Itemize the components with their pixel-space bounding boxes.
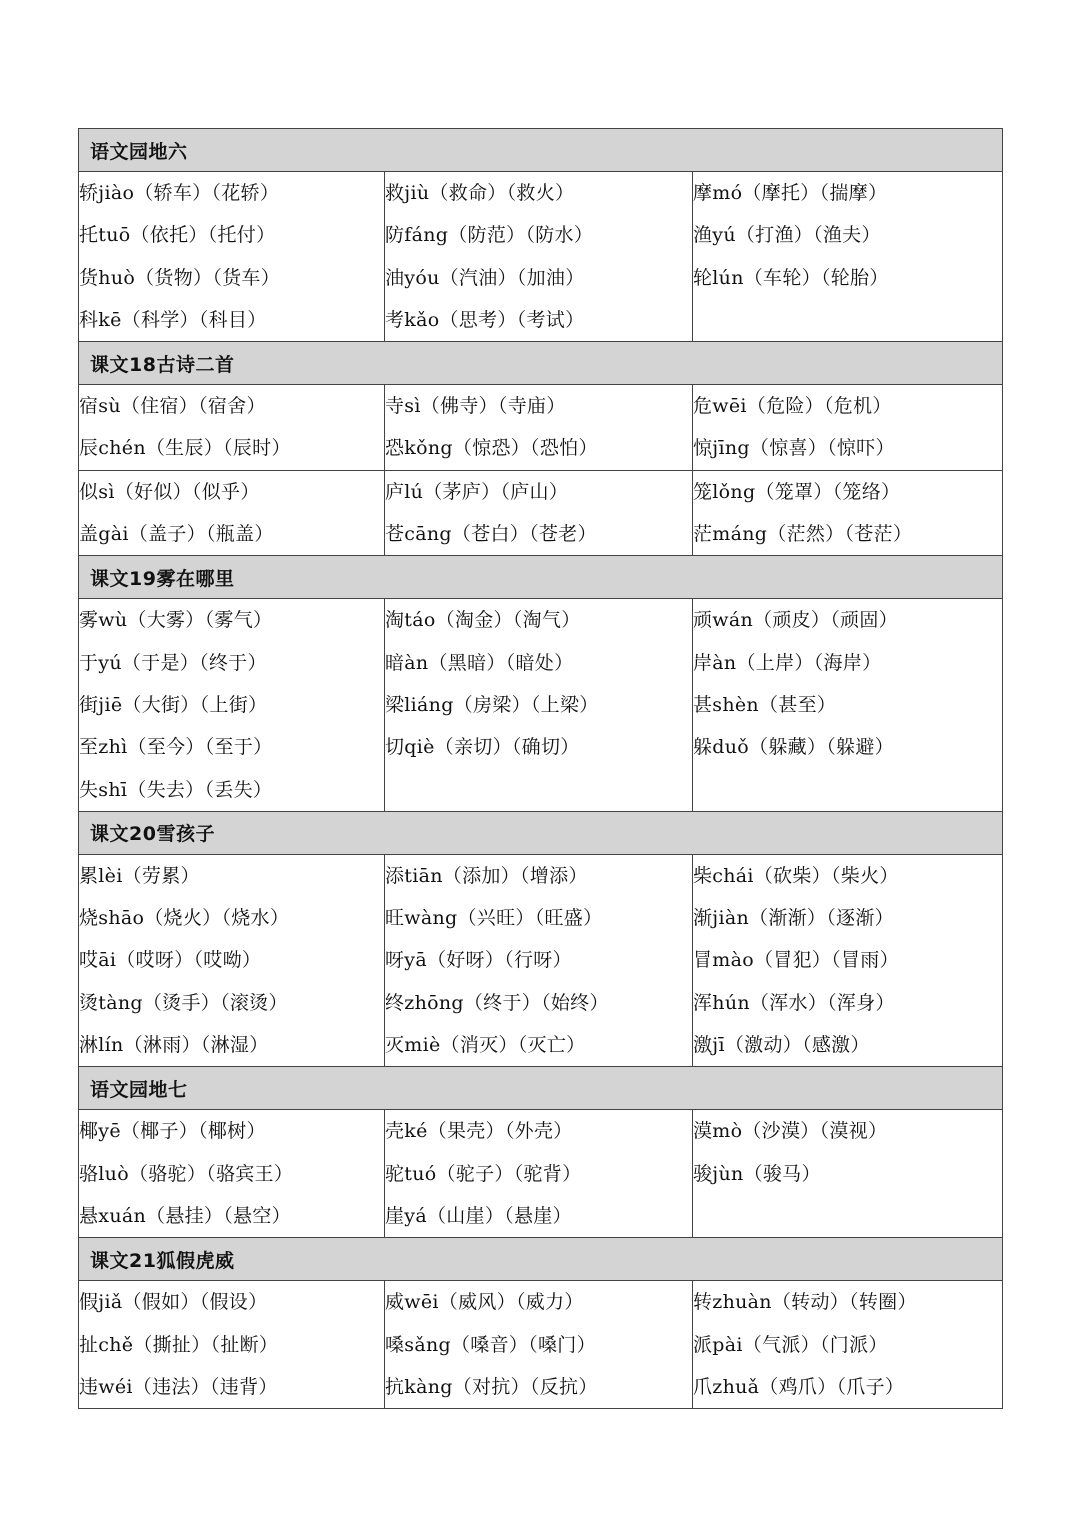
vocab-entry: 漠mò（沙漠）（漠视） — [693, 1120, 888, 1143]
vocab-entry: 躲duǒ（躲藏）（躲避） — [693, 736, 894, 759]
vocab-entry: 危wēi（危险）（危机） — [693, 395, 892, 418]
vocab-entry: 烫tàng（烫手）（滚烫） — [79, 991, 288, 1014]
vocab-entry: 庐lú（茅庐）（庐山） — [385, 480, 569, 503]
vocab-entry: 苍cāng（苍白）（苍老） — [385, 523, 597, 546]
vocab-entry: 考kǎo（思考）（考试） — [385, 308, 585, 331]
word-row — [79, 470, 1003, 556]
vocab-entry: 柴chái（砍柴）（柴火） — [693, 864, 899, 887]
vocab-entry: 茫máng（茫然）（苍茫） — [693, 523, 913, 546]
vocab-entry: 威wēi（威风）（威力） — [385, 1291, 584, 1314]
word-row — [79, 599, 1003, 812]
vocab-entry: 旺wàng（兴旺）（旺盛） — [385, 907, 603, 930]
vocab-entry: 淘táo（淘金）（淘气） — [385, 609, 581, 632]
word-cell — [79, 854, 385, 1067]
section-title: 课文19雾在哪里 — [79, 556, 1003, 599]
word-row — [79, 1110, 1003, 1238]
word-cell — [79, 1110, 385, 1238]
word-cell — [385, 172, 693, 342]
vocab-entry: 派pài（气派）（门派） — [693, 1333, 888, 1356]
vocab-entry: 恐kǒng（惊恐）（恐怕） — [385, 437, 598, 460]
word-cell — [385, 854, 693, 1067]
vocab-entry: 岸àn（上岸）（海岸） — [693, 651, 882, 674]
vocab-entry: 悬xuán（悬挂）（悬空） — [79, 1204, 291, 1227]
section-title: 课文21狐假虎威 — [79, 1238, 1003, 1281]
word-cell — [385, 470, 693, 556]
vocab-entry: 扯chě（撕扯）（扯断） — [79, 1333, 279, 1356]
vocab-entry: 暗àn（黑暗）（暗处） — [385, 651, 574, 674]
vocab-entry: 灭miè（消灭）（灭亡） — [385, 1034, 586, 1057]
section-title: 课文18古诗二首 — [79, 342, 1003, 385]
vocab-entry: 盖gài（盖子）（瓶盖） — [79, 523, 274, 546]
word-cell — [385, 1110, 693, 1238]
vocab-entry: 累lèi（劳累） — [79, 864, 200, 887]
vocab-entry: 切qiè（亲切）（确切） — [385, 736, 580, 759]
vocab-entry: 宿sù（住宿）（宿舍） — [79, 395, 266, 418]
word-row — [79, 172, 1003, 342]
vocab-entry: 笼lǒng（笼罩）（笼络） — [693, 480, 901, 503]
word-cell — [79, 1281, 385, 1409]
vocab-entry: 哎āi（哎呀）（哎呦） — [79, 949, 262, 972]
vocab-entry: 假jiǎ（假如）（假设） — [79, 1291, 268, 1314]
vocab-entry: 街jiē（大街）（上街） — [79, 693, 268, 716]
vocab-entry: 嗓sǎng（嗓音）（嗓门） — [385, 1333, 596, 1356]
vocab-entry: 抗kàng（对抗）（反抗） — [385, 1375, 598, 1398]
vocab-entry: 浑hún（浑水）（浑身） — [693, 991, 895, 1014]
vocab-entry: 防fáng（防范）（防水） — [385, 224, 594, 247]
word-cell — [385, 599, 693, 812]
section-header-row — [79, 1238, 1003, 1281]
word-cell — [385, 1281, 693, 1409]
vocab-entry: 失shī（失去）（丢失） — [79, 778, 273, 801]
vocab-entry: 驼tuó（驼子）（驼背） — [385, 1162, 582, 1185]
word-cell — [693, 1110, 1003, 1238]
vocab-entry: 科kē（科学）（科目） — [79, 308, 267, 331]
vocab-entry: 渐jiàn（渐渐）（逐渐） — [693, 907, 894, 930]
vocab-entry: 梁liáng（房梁）（上梁） — [385, 693, 599, 716]
vocab-entry: 辰chén（生辰）（辰时） — [79, 437, 291, 460]
section-header-row — [79, 342, 1003, 385]
vocab-entry: 骆luò（骆驼）（骆宾王） — [79, 1162, 294, 1185]
vocab-entry: 终zhōng（终于）（始终） — [385, 991, 609, 1014]
vocab-entry: 惊jīng（惊喜）（惊吓） — [693, 437, 895, 460]
vocab-entry: 渔yú（打渔）（渔夫） — [693, 224, 881, 247]
vocab-entry: 激jī（激动）（感激） — [693, 1034, 870, 1057]
vocab-entry: 雾wù（大雾）（雾气） — [79, 609, 273, 632]
word-row — [79, 1281, 1003, 1409]
word-cell — [693, 854, 1003, 1067]
vocab-entry: 淋lín（淋雨）（淋湿） — [79, 1034, 269, 1057]
word-cell — [693, 470, 1003, 556]
section-header-row — [79, 811, 1003, 854]
vocab-entry: 椰yē（椰子）（椰树） — [79, 1120, 266, 1143]
word-cell — [79, 470, 385, 556]
word-cell — [693, 1281, 1003, 1409]
vocab-entry: 转zhuàn（转动）（转圈） — [693, 1291, 917, 1314]
vocab-entry: 至zhì（至今）（至于） — [79, 736, 273, 759]
vocab-entry: 货huò（货物）（货车） — [79, 266, 281, 289]
word-cell — [693, 599, 1003, 812]
word-cell — [693, 385, 1003, 471]
word-cell — [79, 172, 385, 342]
vocab-entry: 违wéi（违法）（违背） — [79, 1375, 278, 1398]
vocab-entry: 冒mào（冒犯）（冒雨） — [693, 949, 899, 972]
vocab-entry: 顽wán（顽皮）（顽固） — [693, 609, 898, 632]
vocab-entry: 崖yá（山崖）（悬崖） — [385, 1204, 572, 1227]
section-title: 语文园地六 — [79, 129, 1003, 172]
section-header-row — [79, 1067, 1003, 1110]
vocab-entry: 呀yā（好呀）（行呀） — [385, 949, 572, 972]
word-cell — [385, 385, 693, 471]
vocab-entry: 摩mó（摩托）（揣摩） — [693, 182, 888, 204]
word-row — [79, 385, 1003, 471]
vocab-entry: 救jiù（救命）（救火） — [385, 182, 575, 204]
vocab-entry: 托tuō（依托）（托付） — [79, 224, 276, 247]
vocab-entry: 爪zhuǎ（鸡爪）（爪子） — [693, 1375, 905, 1398]
word-cell — [693, 172, 1003, 342]
vocabulary-table — [78, 128, 1003, 1409]
vocab-entry: 油yóu（汽油）（加油） — [385, 266, 585, 289]
vocab-entry: 似sì（好似）（似乎） — [79, 480, 260, 503]
vocab-entry: 甚shèn（甚至） — [693, 693, 837, 716]
vocab-entry: 添tiān（添加）（增添） — [385, 864, 588, 887]
vocab-entry: 寺sì（佛寺）（寺庙） — [385, 395, 566, 418]
section-header-row — [79, 129, 1003, 172]
word-cell — [79, 599, 385, 812]
vocab-entry: 于yú（于是）（终于） — [79, 651, 267, 674]
section-title: 课文20雪孩子 — [79, 811, 1003, 854]
section-header-row — [79, 556, 1003, 599]
vocab-entry: 骏jùn（骏马） — [693, 1162, 821, 1185]
vocab-entry: 轿jiào（轿车）（花轿） — [79, 182, 280, 204]
vocab-entry: 轮lún（车轮）（轮胎） — [693, 266, 889, 289]
vocab-entry: 烧shāo（烧火）（烧水） — [79, 907, 290, 930]
vocab-entry: 壳ké（果壳）（外壳） — [385, 1120, 573, 1143]
word-row — [79, 854, 1003, 1067]
section-title: 语文园地七 — [79, 1067, 1003, 1110]
word-cell — [79, 385, 385, 471]
